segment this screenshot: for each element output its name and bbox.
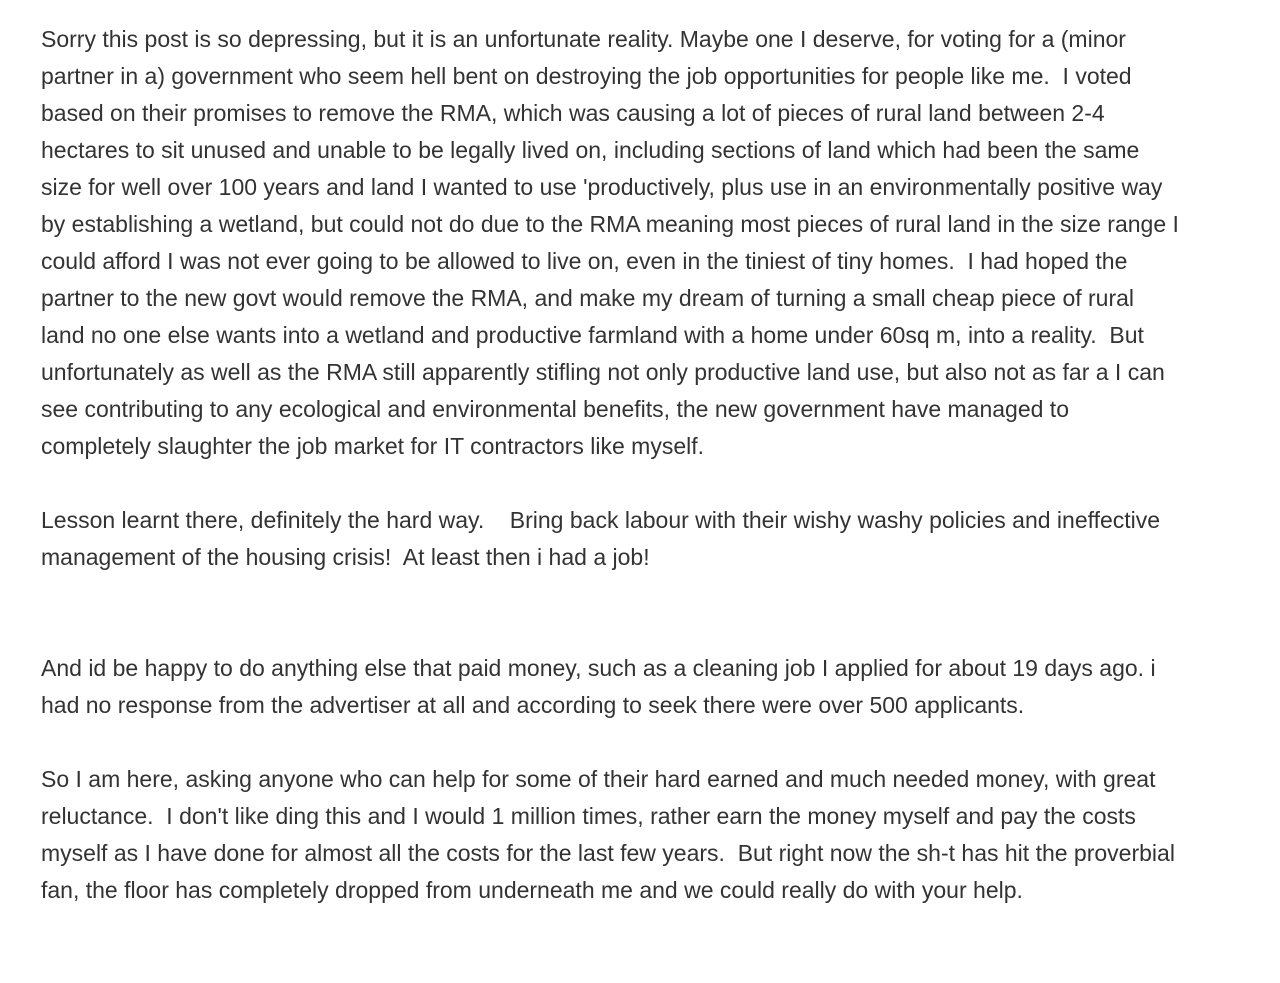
- paragraph-cleaning-job: And id be happy to do anything else that paid money, such as a cleaning job I applied for about 19 days ago. i had no response from the advertiser at all and according to seek there were over 500 applicants.: [41, 655, 1162, 718]
- paragraph-request-help: So I am here, asking anyone who can help for some of their hard earned and much needed money, with great reluctance. I don't like ding this and I would 1 million times, rather earn the money myself and pay the costs myself as I have done for almost all the costs for the last few years. But right now the sh-t has hit the proverbial fan, the floor has completely dropped from underneath me and we could really do with your help.: [41, 766, 1182, 903]
- paragraph-spacer: [41, 465, 1181, 502]
- post-body: [41, 21, 1186, 909]
- paragraph-lesson: Lesson learnt there, definitely the hard way. Bring back labour with their wishy washy policies and ineffective management of the housing crisis! At least then i had a job!: [41, 507, 1167, 570]
- paragraph-spacer: [41, 724, 1181, 761]
- paragraph-voting: Sorry this post is so depressing, but it is an unfortunate reality. Maybe one I deserve, for voting for a (minor partner in a) government who seem hell bent on destroying the job opportunities for people like me. I voted based on their promises to remove the RMA, which was causing a lot of pieces of rural land between 2-4 hectares to sit unused and unable to be legally lived on, including sections of land which had been the same size for well over 100 years and land I wanted to use 'productively, plus use in an environmentally positive way by establishing a wetland, but could not do due to the RMA meaning most pieces of rural land in the size range I could afford I was not ever going to be allowed to live on, even in the tiniest of tiny homes. I had hoped the partner to the new govt would remove the RMA, and make my dream of turning a small cheap piece of rural land no one else wants into a wetland and productive farmland with a home under 60sq m, into a reality. But unfortunately as well as the RMA still apparently stifling not only productive land use, but also not as far a I can see contributing to any ecological and environmental benefits, the new government have managed to completely slaughter the job market for IT contractors like myself.: [41, 26, 1186, 459]
- paragraph-spacer: [41, 576, 1181, 650]
